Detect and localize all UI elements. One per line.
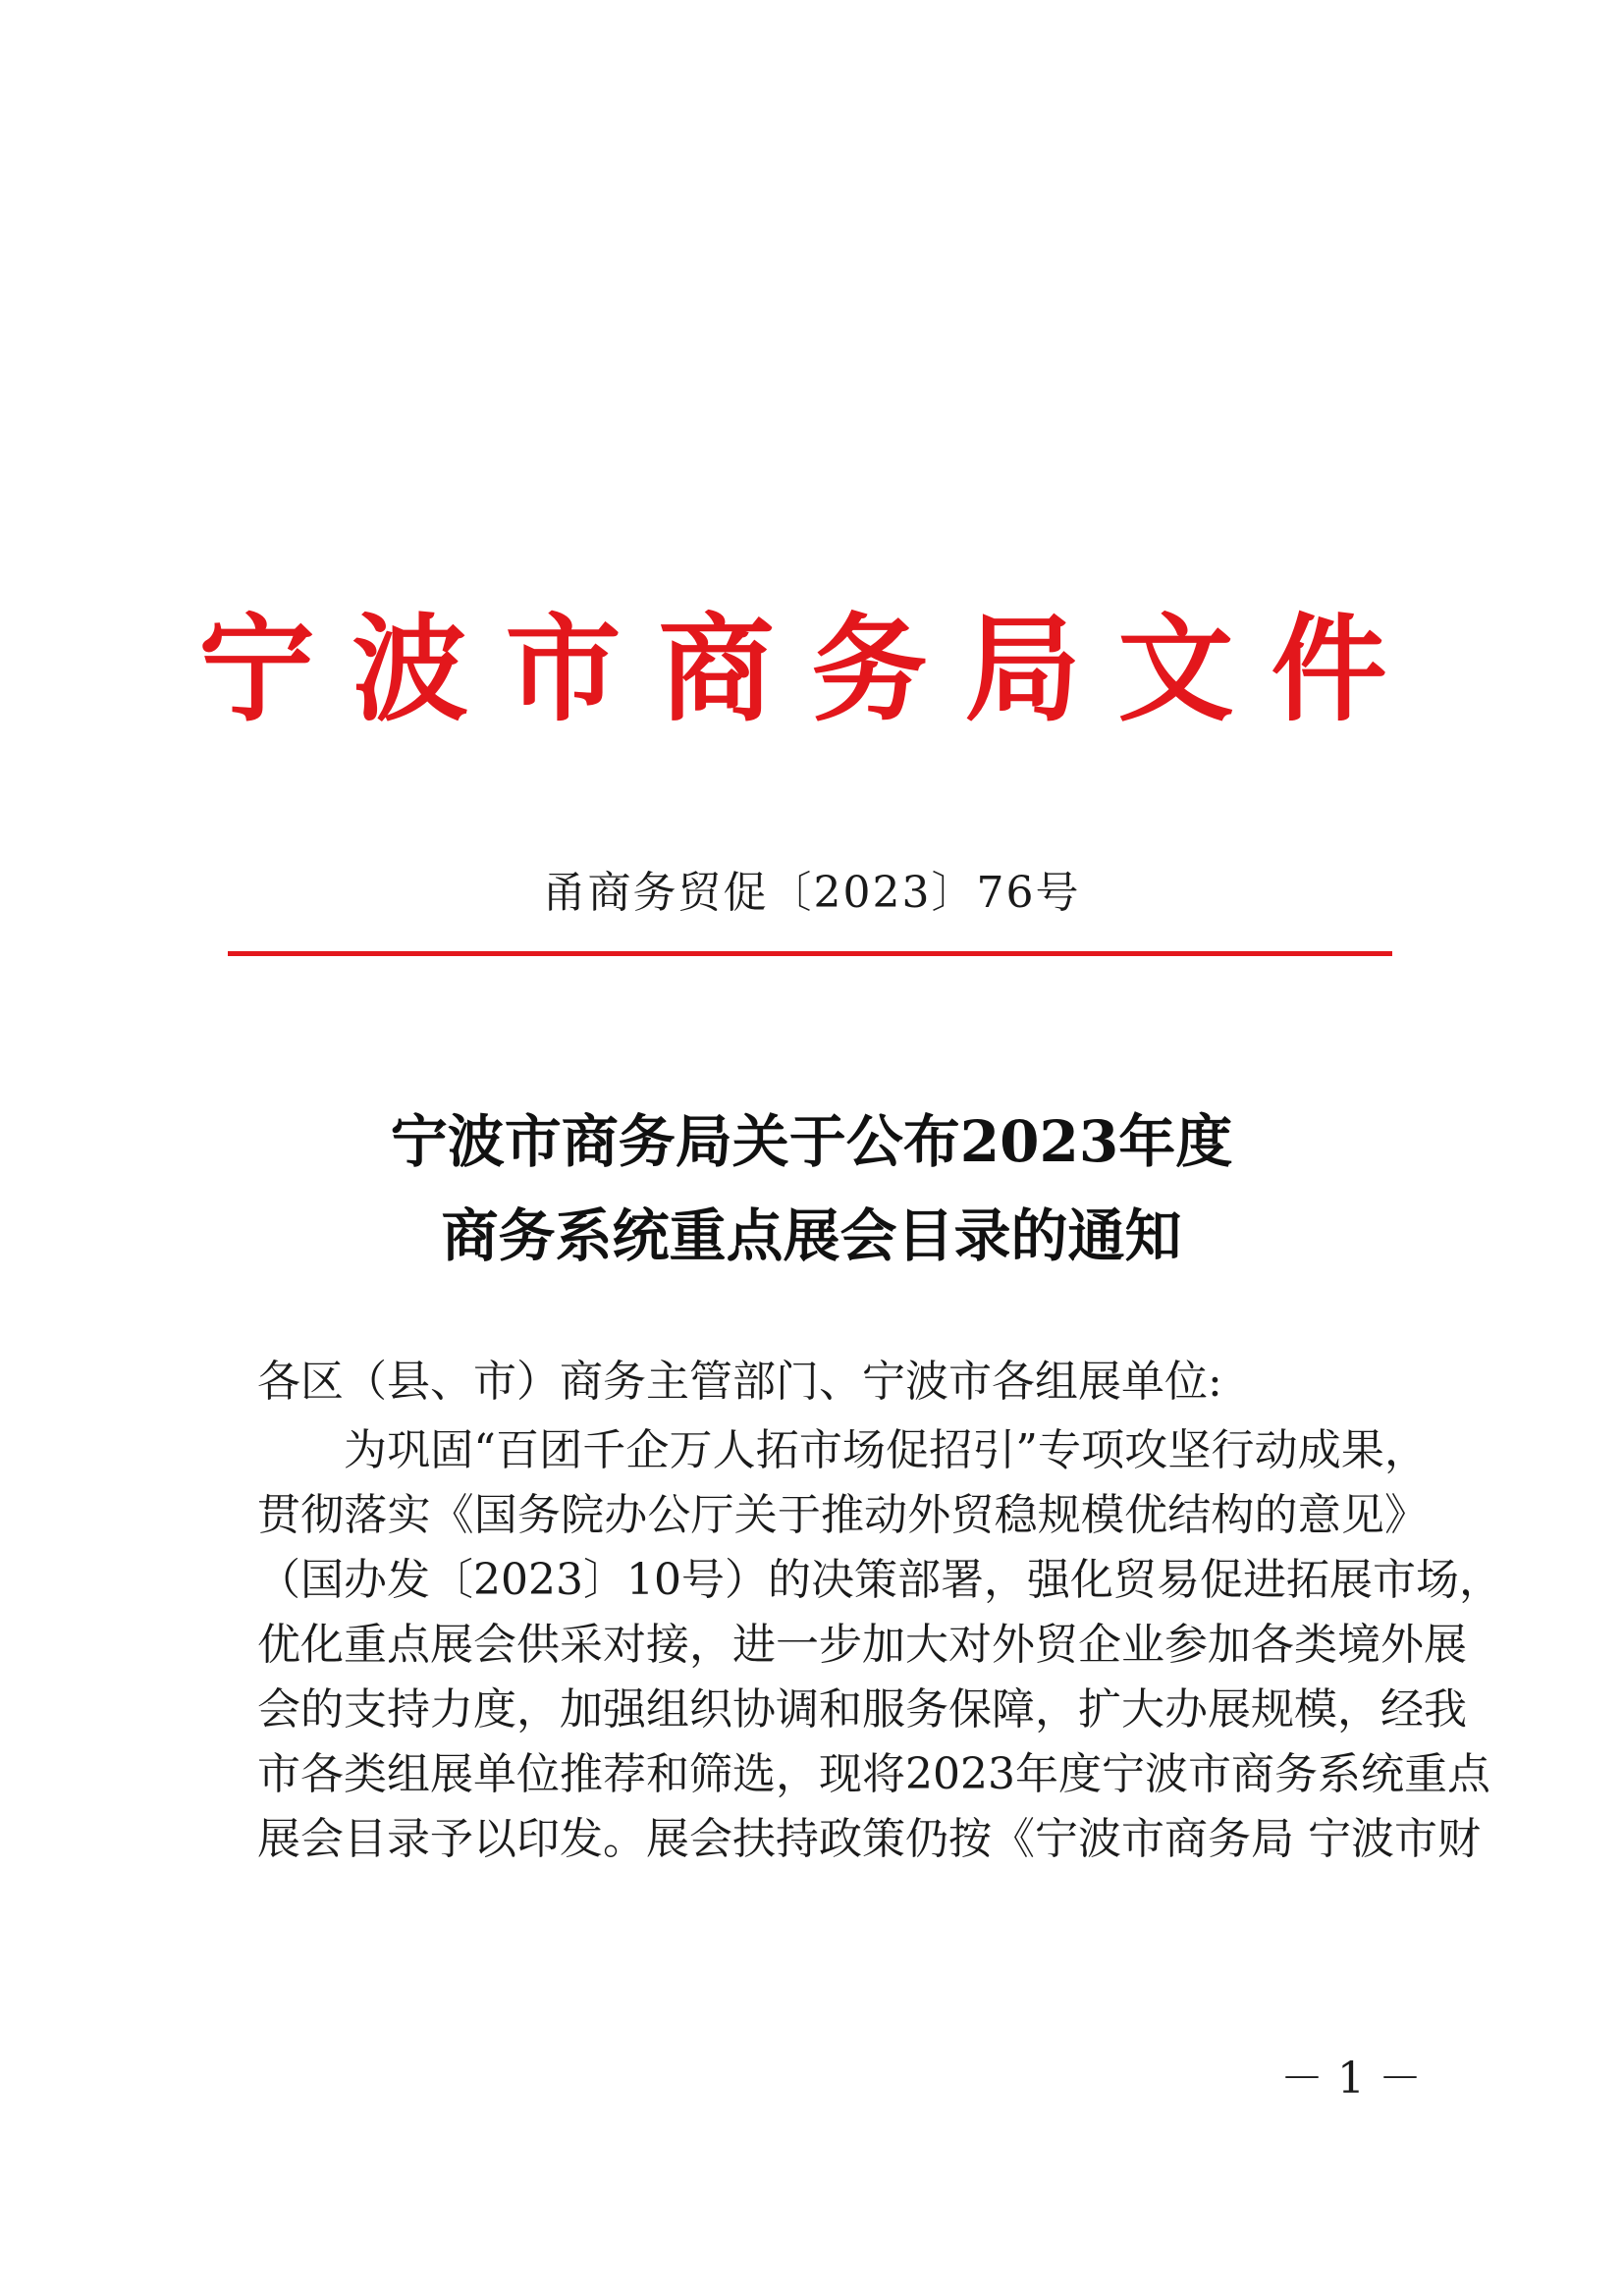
body-line: 为巩固“百团千企万人拓市场促招引”专项攻坚行动成果， xyxy=(344,1425,1428,1475)
page-number: － 1 － xyxy=(1280,2054,1422,2104)
body-line: 展会目录予以印发。展会扶持政策仍按《宁波市商务局 宁波市财 xyxy=(257,1814,1481,1864)
document-masthead: 宁波市商务局文件 xyxy=(198,601,1425,737)
body-line: 贯彻落实《国务院办公厅关于推动外贸稳规模优结构的意见》 xyxy=(257,1490,1428,1540)
body-line: 市各类组展单位推荐和筛选，现将2023年度宁波市商务系统重点 xyxy=(257,1749,1490,1799)
document-title-line-2: 商务系统重点展会目录的通知 xyxy=(441,1202,1182,1269)
document-title-line-1: 宁波市商务局关于公布2023年度 xyxy=(390,1108,1233,1175)
body-line: 优化重点展会供采对接，进一步加大对外贸企业参加各类境外展 xyxy=(257,1620,1467,1670)
salutation: 各区（县、市）商务主管部门、宁波市各组展单位: xyxy=(257,1357,1222,1407)
document-number: 甬商务贸促〔2023〕76号 xyxy=(542,868,1081,918)
document-title xyxy=(0,1095,1623,1283)
body-paragraph xyxy=(257,1418,1502,1872)
body-line: （国办发〔2023〕10号）的决策部署，强化贸易促进拓展市场， xyxy=(257,1555,1502,1605)
red-separator-line xyxy=(228,951,1392,956)
body-line: 会的支持力度，加强组织协调和服务保障，扩大办展规模，经我 xyxy=(257,1684,1467,1735)
